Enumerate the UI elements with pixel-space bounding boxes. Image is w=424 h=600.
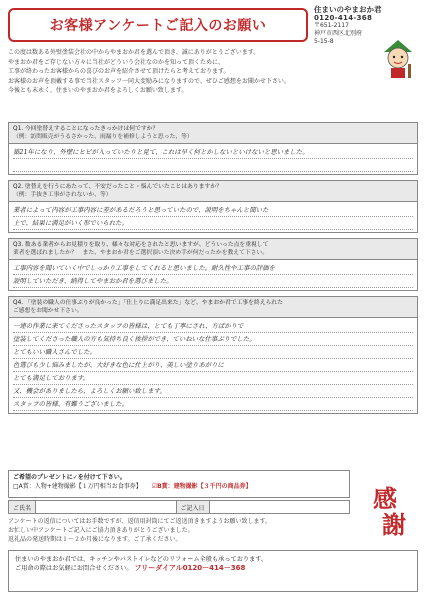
company-address-3: 5-15-8 [314, 38, 334, 45]
date-field[interactable] [210, 501, 349, 513]
question-4 [8, 296, 418, 414]
intro-text: この度は数ある外壁塗装会社の中からやまおか君を選んで頂き、誠にありがとうございます。 やまおか君をご存じない方々に当社がどういう会社なのかを知って頂くために、 工事が終わったお客様からの喜びのお声を紹介させて頂けたらと考えております。 お客様のお声を頂戴する事で当社スタッフ一同大変励みになりますので、ぜひご感想をお聞かせ下さい。 今後とも末永く、住まいのやまおか君をよろしくお願い致します。 [8, 49, 290, 95]
question-2-heading: Q2. 塗替えを行うにあたって、不安だったこと・悩んでいたことはありますか？ [13, 184, 222, 190]
gift-selection [8, 470, 350, 498]
question-1-heading: Q1. 今回塗替えすることになったきっかけは何ですか？ [13, 126, 159, 132]
reform-notice: 住まいのやまおか君では、キッチンやバストイレなどのリフォーム全般も承っております。 ご用命の際はお気軽にお問合せください。 フリーダイアル0120－414－368 [8, 550, 418, 592]
page-title: お客様アンケートご記入のお願い [8, 8, 308, 42]
answer-line: とても満足しております。 [13, 372, 413, 385]
company-address-1: 〒651-2117 [314, 22, 349, 29]
answer-line: 色選びも少し悩みましたが、大好きな色に仕上がり、美しい塗りあがりに [13, 359, 413, 372]
company-address-2: 神戸市西区北別府 [314, 30, 363, 37]
question-4-subheading: ご感想をお聞かせ下さい。 [13, 308, 83, 314]
thanks-char-1: 感 [373, 484, 397, 513]
question-4-heading: Q4. 「塗装の職人の仕事ぶりが良かった」「仕上りに満足出来た」など、やまおか君で工事を終えられた [13, 300, 283, 306]
question-3-heading: Q3. 数ある業者からお見積りを取り、様々な対応をされたと思いますが、どういった点を重視して [13, 242, 269, 248]
mascot-icon [378, 34, 418, 80]
answer-line: 築21年になり、外壁にヒビが入っていたりと見て、これは早く何とかしないといけないと思いました。 [13, 146, 413, 159]
question-3 [8, 238, 418, 291]
answer-line: 一連の作業に来てくださったスタッフの皆様は、とても丁寧にされ、方ばかりで [13, 320, 413, 333]
free-dial: フリーダイアル0120－414－368 [134, 564, 246, 572]
gift-option-a[interactable]: □A賞：人物+建物撮影【１万円相当お食事券】 [13, 483, 142, 490]
question-3-subheading: 業者を選ばれましたか？ また、やまおか君をご選択頂いた決め手が何だったかを教えて下さい。 [13, 250, 269, 256]
company-name: 住まいのやまおか君 [314, 5, 382, 14]
question-2-example: （例：手抜き工事がされないか、等） [13, 192, 112, 198]
answer-line: 上で、結果に満足がいく形でいられた。 [13, 217, 413, 230]
company-tel: 0120-414-368 [314, 14, 373, 22]
question-1-example: （例：訪問販売がうるさかった、雨漏りを補修しようと思った、等） [13, 134, 193, 140]
answer-line: 工事内容を聞いていく中でしっかり工事をしてくれると思いました。耐久性や工事の評価を [13, 262, 413, 275]
gift-heading: ご希望のプレゼントに✓を付けて下さい。 [13, 474, 126, 481]
answer-line: 説明していただき、納得してやまおか君を選びました。 [13, 275, 413, 288]
question-1 [8, 122, 418, 175]
answer-line: とてもいい職人さんでした。 [13, 346, 413, 359]
answer-line [13, 159, 413, 172]
gift-option-b[interactable]: ☑B賞：建物撮影【３千円の商品券】 [151, 483, 252, 490]
thanks-calligraphy [352, 478, 418, 546]
answer-line: 塗装してくださった職人の方も気持ち良く挨拶ができ、ていねいな仕事ぶりでした。 [13, 333, 413, 346]
date-label: ご記入日 [177, 501, 210, 513]
question-2 [8, 180, 418, 233]
answer-line: 又、機会がありましたら、よろしくお願い致します。 [13, 385, 413, 398]
answer-line: スタッフの皆様、有難うございました。 [13, 398, 413, 411]
name-date-row [8, 500, 350, 514]
name-field[interactable] [36, 501, 176, 513]
answer-line: 業者によって内容が工事内容に差があるだろうと思っていたので、説明をちゃんと聞いた [13, 204, 413, 217]
thanks-char-2: 謝 [382, 510, 406, 539]
name-label: ご氏名 [9, 501, 36, 513]
return-note: アンケートの返信についてはお手数ですが、返信用封筒にてご返送頂きますようお願い致します。 お忙しい中アンケートご記入にご協力頂きありがとうございました。 返礼品の発送時期は１～２か月後になります。ご了承ください。 [8, 518, 272, 543]
